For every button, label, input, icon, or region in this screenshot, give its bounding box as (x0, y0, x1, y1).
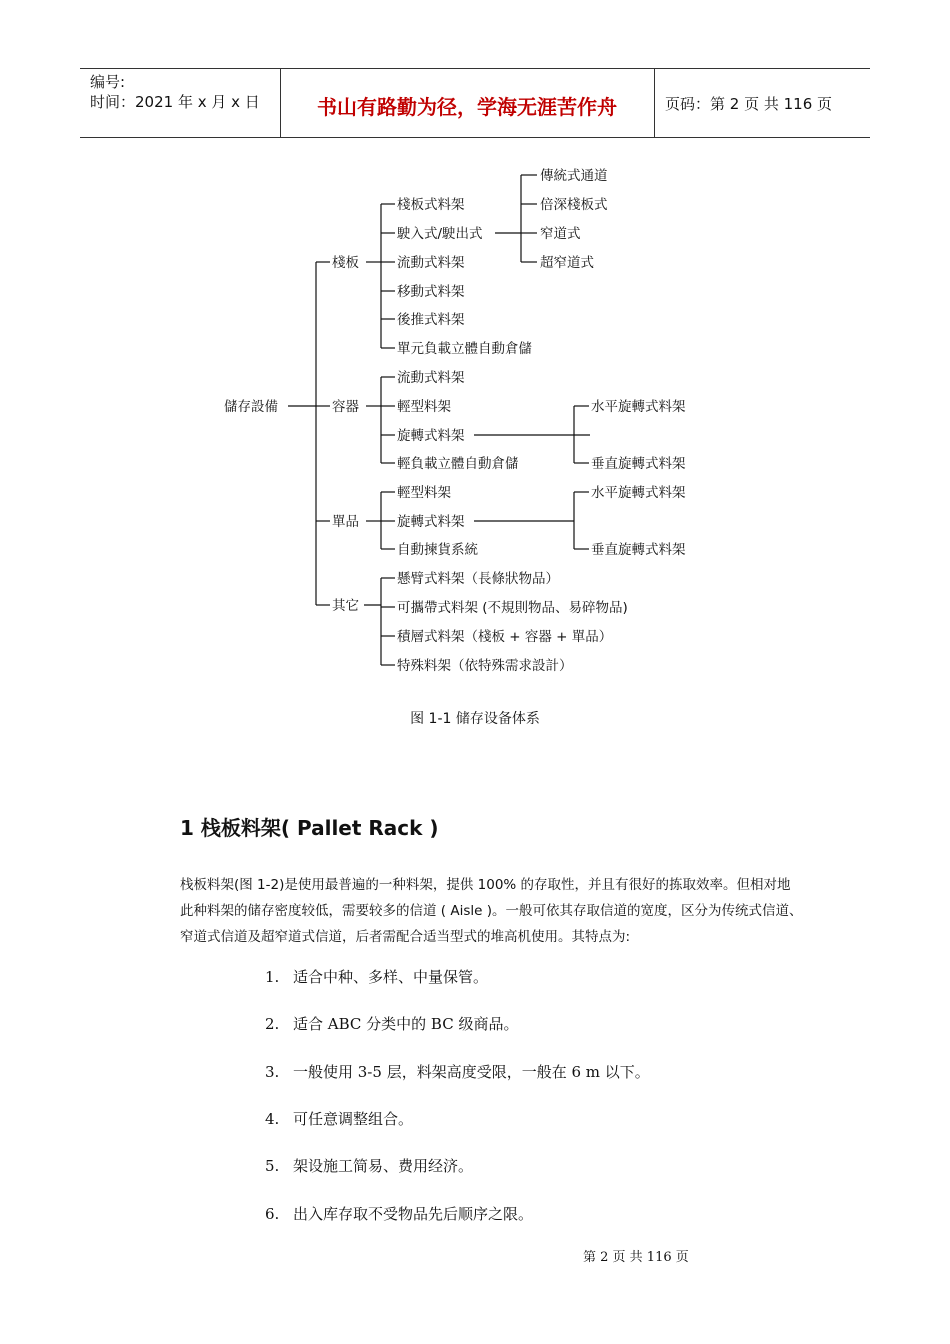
list-text: 出入库存取不受物品先后顺序之限。 (293, 1205, 534, 1223)
container-item: 旋轉式料架 (397, 428, 465, 444)
aisle-type: 超窄道式 (540, 255, 594, 271)
pallet-item: 棧板式料架 (397, 197, 465, 213)
carousel-type: 水平旋轉式料架 (591, 399, 686, 415)
single-item: 旋轉式料架 (397, 514, 465, 530)
aisle-type: 窄道式 (540, 226, 581, 242)
list-number: 1. (265, 968, 280, 986)
paragraph-line: 栈板料架(图 1-2)是使用最普遍的一种料架，提供 100% 的存取性，并且有很好的拣取效率。但相对地 (180, 877, 791, 893)
list-text: 可任意调整组合。 (293, 1110, 414, 1128)
list-number: 6. (265, 1205, 280, 1223)
motto: 书山有路勤为径，学海无涯苦作舟 (317, 95, 617, 119)
pallet-item: 單元負載立體自動倉儲 (397, 341, 532, 357)
container-item: 輕負載立體自動倉儲 (397, 456, 519, 472)
storage-equipment-tree (0, 150, 950, 690)
list-item (265, 1061, 650, 1082)
body-paragraph (180, 872, 840, 950)
figure-caption: 图 1-1 储存设备体系 (410, 711, 540, 727)
carousel-type: 垂直旋轉式料架 (591, 542, 686, 558)
paragraph-line: 窄道式信道及超窄道式信道，后者需配合适当型式的堆高机使用。其特点为: (180, 929, 631, 945)
aisle-type: 倍深棧板式 (540, 197, 608, 213)
aisle-type: 傳統式通道 (540, 168, 608, 184)
page-footer: 第 2 页 共 116 页 (583, 1250, 689, 1265)
list-item (265, 1155, 473, 1176)
paragraph-line: 此种料架的储存密度较低，需要较多的信道 ( Aisle )。一般可依其存取信道的宽度，区分为传统式信道、 (180, 903, 803, 919)
other-item: 懸臂式料架（長條狀物品） (397, 571, 559, 587)
pallet-item: 駛入式/駛出式 (397, 226, 483, 242)
other-item: 可攜帶式料架 (不規則物品、易碎物品) (397, 600, 628, 616)
list-number: 5. (265, 1157, 280, 1175)
category-single: 單品 (332, 514, 359, 530)
list-number: 4. (265, 1110, 280, 1128)
tree-root: 儲存設備 (224, 399, 278, 415)
page-info: 页码：第 2 页 共 116 页 (665, 95, 833, 113)
header-motto-cell (280, 69, 655, 137)
list-text: 适合中种、多样、中量保管。 (293, 968, 489, 986)
list-text: 适合 ABC 分类中的 BC 级商品。 (293, 1015, 519, 1033)
page-header (80, 68, 870, 138)
list-item (265, 1108, 413, 1129)
single-item: 輕型料架 (397, 485, 451, 501)
time-label: 时间：2021 年 x 月 x 日 (90, 93, 260, 111)
list-item (265, 966, 488, 987)
category-pallet: 棧板 (332, 255, 359, 271)
category-container: 容器 (332, 399, 359, 415)
carousel-type: 垂直旋轉式料架 (591, 456, 686, 472)
container-item: 輕型料架 (397, 399, 451, 415)
list-item (265, 1203, 533, 1224)
pallet-item: 後推式料架 (397, 312, 465, 328)
header-meta-cell (80, 69, 281, 137)
list-number: 2. (265, 1015, 280, 1033)
container-item: 流動式料架 (397, 370, 465, 386)
list-number: 3. (265, 1063, 280, 1081)
other-item: 特殊料架（依特殊需求設計） (397, 658, 573, 674)
pallet-item: 移動式料架 (397, 284, 465, 300)
list-text: 一般使用 3-5 层，料架高度受限，一般在 6 m 以下。 (293, 1063, 650, 1081)
carousel-type: 水平旋轉式料架 (591, 485, 686, 501)
list-item (265, 1013, 518, 1034)
header-page-cell (655, 69, 870, 137)
other-item: 積層式料架（棧板 + 容器 + 單品） (397, 629, 613, 645)
number-label: 编号: (90, 73, 126, 91)
section-title: 1 栈板料架( Pallet Rack ) (180, 816, 439, 840)
pallet-item: 流動式料架 (397, 255, 465, 271)
list-text: 架设施工简易、费用经济。 (293, 1157, 474, 1175)
single-item: 自動揀貨系統 (397, 542, 478, 558)
category-other: 其它 (332, 598, 359, 614)
